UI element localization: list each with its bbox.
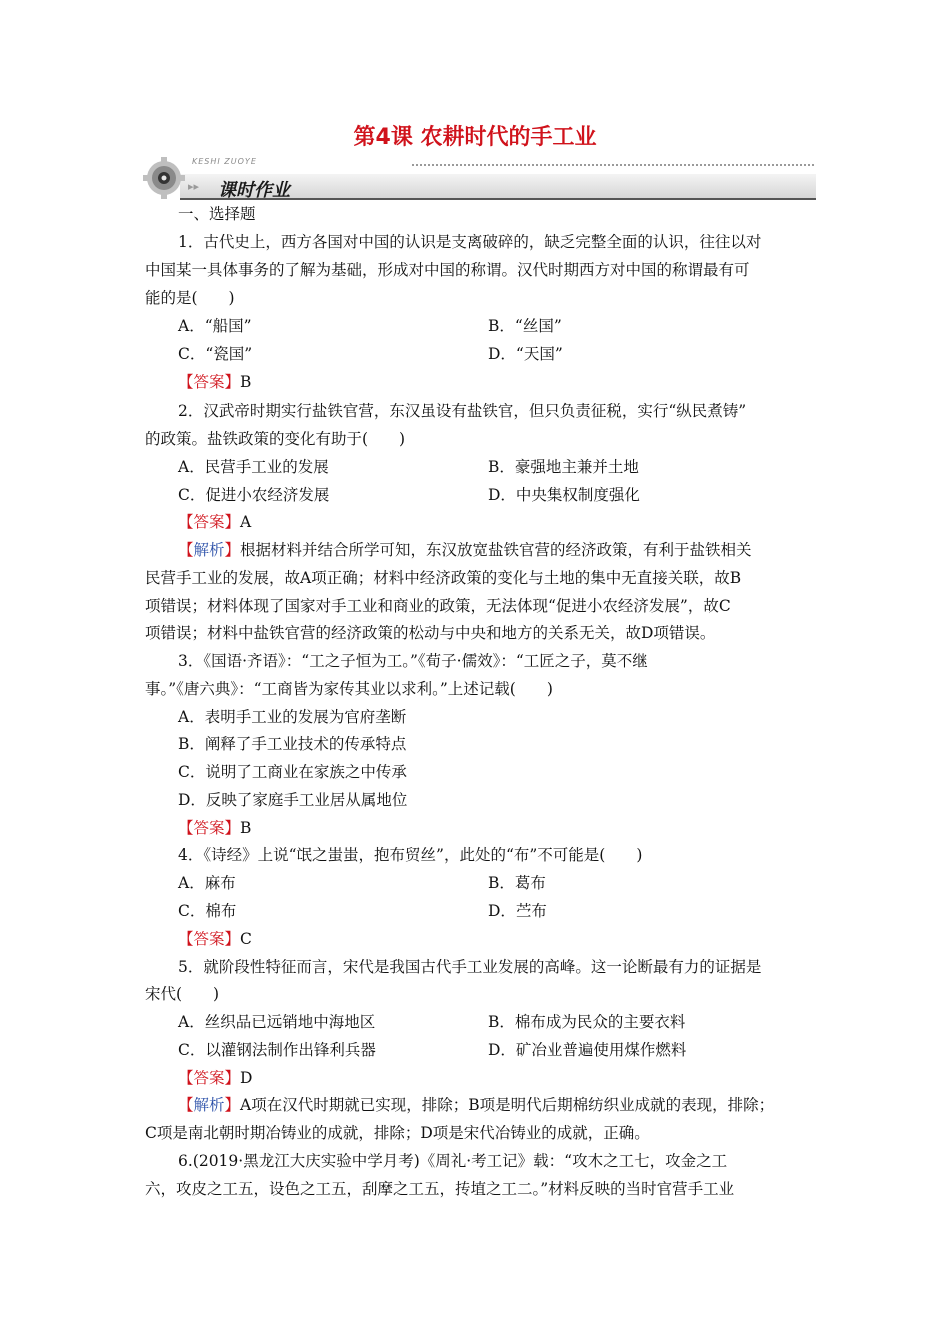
explanation-bracket: 】: [224, 541, 241, 559]
q3-stem-line: 3．《国语·齐语》：“工之子恒为工。”《荀子·儒效》：“工匠之子，莫不继: [178, 652, 648, 670]
q2-option-b: B．豪强地主兼并土地: [488, 458, 639, 476]
gear-icon: [140, 152, 190, 202]
q6-stem-line: 六，攻皮之工五，设色之工五，刮摩之工五，抟埴之工二。”材料反映的当时官营手工业: [145, 1180, 735, 1198]
answer-bracket: 【: [178, 373, 194, 391]
answer-bracket: 【: [178, 930, 194, 948]
q5-option-b: B．棉布成为民众的主要衣料: [488, 1013, 686, 1031]
q5-answer: [178, 1068, 252, 1088]
answer-value: B: [240, 373, 252, 391]
banner-dotted-rule: [412, 164, 814, 166]
explanation-word: 解析: [193, 541, 225, 559]
answer-bracket: 【: [178, 513, 194, 531]
page-title: 第4课 农耕时代的手工业: [353, 125, 597, 150]
q6-stem-line: 6.(2019·黑龙江大庆实验中学月考)《周礼·考工记》载：“攻木之工七，攻金之工: [178, 1152, 728, 1170]
answer-bracket: 】: [224, 513, 241, 531]
explanation-text: A项在汉代时期就已实现，排除；B项是明代后期棉纺织业成就的表现，排除；: [240, 1096, 775, 1114]
q4-option-a: A．麻布: [178, 874, 236, 892]
answer-bracket: 【: [178, 819, 194, 837]
answer-bracket: 】: [224, 930, 241, 948]
q1-option-d: D．“天国”: [488, 345, 563, 363]
q2-stem-line: 2．汉武帝时期实行盐铁官营，东汉虽设有盐铁官，但只负责征税，实行“纵民煮铸”: [178, 402, 747, 420]
answer-word: 答案: [193, 819, 225, 837]
q3-option-b: B．阐释了手工业技术的传承特点: [178, 735, 407, 753]
q2-explanation-line: 民营手工业的发展，故A项正确；材料中经济政策的变化与土地的集中无直接关联，故B: [145, 569, 742, 587]
q2-option-c: C．促进小农经济发展: [178, 486, 330, 504]
banner-kicker: KESHI ZUOYE: [192, 157, 257, 166]
answer-value: C: [240, 930, 252, 948]
q5-option-d: D．矿冶业普遍使用煤作燃料: [488, 1041, 687, 1059]
q3-answer: [178, 818, 251, 838]
q2-stem-line: 的政策。盐铁政策的变化有助于( ): [145, 430, 406, 448]
q1-stem-line: 能的是( ): [145, 289, 235, 307]
explanation-word: 解析: [193, 1096, 225, 1114]
q4-stem-line: 4．《诗经》上说“氓之蚩蚩，抱布贸丝”，此处的“布”不可能是( ): [178, 846, 643, 864]
answer-value: A: [240, 513, 252, 531]
q4-option-d: D．苎布: [488, 902, 547, 920]
explanation-bracket: 【: [178, 1096, 194, 1114]
q2-explanation-line: 项错误；材料中盐铁官营的经济政策的松动与中央和地方的关系无关，故D项错误。: [145, 624, 716, 642]
q5-stem-line: 宋代( ): [145, 985, 220, 1003]
q5-option-c: C．以灌钢法制作出锋利兵器: [178, 1041, 376, 1059]
answer-bracket: 】: [224, 819, 241, 837]
q5-explanation-line: C项是南北朝时期冶铸业的成就，排除；D项是宋代冶铸业的成就，正确。: [145, 1124, 650, 1142]
banner-arrows-icon: ▸▸: [188, 180, 200, 193]
answer-value: D: [240, 1069, 253, 1087]
q5-option-a: A．丝织品已远销地中海地区: [178, 1013, 376, 1031]
q1-option-b: B．“丝国”: [488, 317, 562, 335]
q1-stem-line: 中国某一具体事务的了解为基础，形成对中国的称谓。汉代时期西方对中国的称谓最有可: [145, 261, 750, 279]
q5-explanation-line: [178, 1095, 774, 1115]
explanation-bracket: 】: [224, 1096, 241, 1114]
explanation-text: 根据材料并结合所学可知，东汉放宽盐铁官营的经济政策，有利于盐铁相关: [240, 541, 752, 559]
q3-stem-line: 事。”《唐六典》：“工商皆为家传其业以求利。”上述记载( ): [145, 680, 553, 698]
q4-option-c: C．棉布: [178, 902, 237, 920]
answer-value: B: [240, 819, 252, 837]
answer-word: 答案: [193, 1069, 225, 1087]
q2-option-d: D．中央集权制度强化: [488, 486, 640, 504]
q4-option-b: B．葛布: [488, 874, 546, 892]
q3-option-a: A．表明手工业的发展为官府垄断: [178, 708, 407, 726]
q1-option-a: A．“船国”: [178, 317, 252, 335]
q1-option-c: C．“瓷国”: [178, 345, 253, 363]
answer-bracket: 】: [224, 1069, 241, 1087]
q2-option-a: A．民营手工业的发展: [178, 458, 329, 476]
q1-answer: [178, 372, 251, 392]
section-heading: 一、选择题: [178, 205, 256, 223]
banner-label: 课时作业: [218, 180, 290, 201]
explanation-bracket: 【: [178, 541, 194, 559]
q2-answer: [178, 512, 251, 532]
answer-bracket: 【: [178, 1069, 194, 1087]
q3-option-d: D．反映了家庭手工业居从属地位: [178, 791, 408, 809]
q1-stem-line: 1．古代史上，西方各国对中国的认识是支离破碎的，缺乏完整全面的认识，往往以对: [178, 233, 762, 251]
q4-answer: [178, 929, 252, 949]
answer-word: 答案: [193, 513, 225, 531]
section-banner: [140, 152, 816, 204]
q2-explanation-line: [178, 540, 752, 560]
answer-word: 答案: [193, 930, 225, 948]
q5-stem-line: 5．就阶段性特征而言，宋代是我国古代手工业发展的高峰。这一论断最有力的证据是: [178, 958, 762, 976]
q2-explanation-line: 项错误；材料体现了国家对手工业和商业的政策，无法体现“促进小农经济发展”，故C: [145, 597, 731, 615]
q3-option-c: C．说明了工商业在家族之中传承: [178, 763, 407, 781]
answer-word: 答案: [193, 373, 225, 391]
answer-bracket: 】: [224, 373, 241, 391]
